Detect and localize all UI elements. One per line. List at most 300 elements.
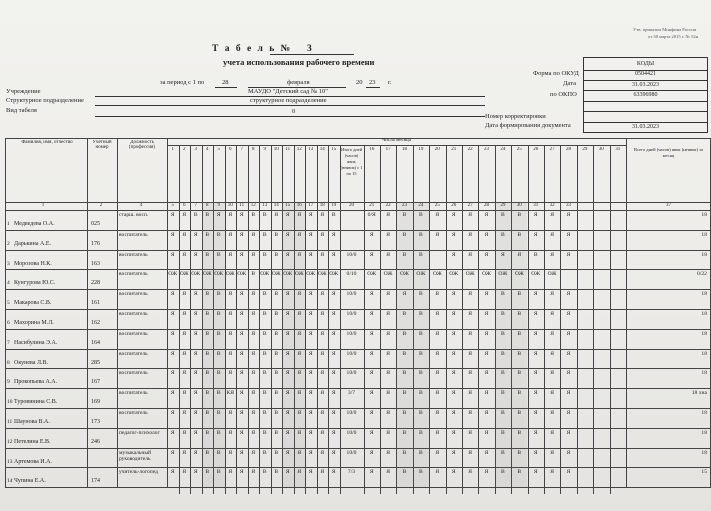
day-mark: Я xyxy=(451,231,456,238)
header-days-of-month: Числа месяца xyxy=(381,138,411,143)
day-mark: Я xyxy=(193,429,198,436)
day-mark: Я xyxy=(550,350,554,357)
day-mark: Я xyxy=(182,212,187,218)
day-mark: Я xyxy=(369,410,374,416)
day-mark: Я xyxy=(251,311,256,317)
day-mark: В xyxy=(419,212,423,218)
day-mark: В xyxy=(419,410,423,416)
day-mark: Я xyxy=(435,212,440,218)
day-mark: В xyxy=(262,390,267,397)
header-position: Должность (профессия) xyxy=(128,140,155,150)
day-mark: Я xyxy=(484,370,489,377)
day-mark: Я xyxy=(251,429,256,436)
day-mark: Я xyxy=(308,251,313,258)
day-mark: Я xyxy=(228,350,233,357)
day-mark: Я xyxy=(193,311,198,317)
institution-value: МАУДО "Детский сад № 10" xyxy=(248,88,328,95)
grid-vline xyxy=(462,145,463,494)
day-mark: Я xyxy=(308,330,313,337)
day-mark: Я xyxy=(386,311,390,317)
day-mark: В xyxy=(501,390,505,397)
day-mark: В xyxy=(517,231,522,238)
grid-hline xyxy=(5,269,711,270)
col-number: 37 xyxy=(665,203,671,208)
grid-hline xyxy=(5,250,711,251)
month-total: 18 xyxy=(701,311,707,317)
day-mark: Я xyxy=(369,350,374,357)
row-number: 8 xyxy=(7,359,10,366)
day-mark: Я xyxy=(484,410,489,416)
day-mark: В xyxy=(274,429,279,436)
day-mark: Я xyxy=(550,212,554,218)
day-mark: В xyxy=(501,212,505,218)
employee-position: воспитатель xyxy=(119,410,148,416)
day-mark: Я xyxy=(468,311,472,317)
day-mark: Я xyxy=(193,449,198,456)
day-mark: Я xyxy=(239,291,244,298)
employee-tab-no: 161 xyxy=(91,300,100,307)
day-mark: Я xyxy=(468,449,472,456)
row-number: 10 xyxy=(7,399,13,406)
col-number: 6 xyxy=(183,203,186,208)
day-mark: В xyxy=(402,350,407,357)
grid-hline xyxy=(5,349,711,350)
month-total: 18 xyxy=(701,350,707,357)
day-mark: Я xyxy=(297,251,302,258)
day-mark: Я xyxy=(484,311,489,317)
day-mark: В xyxy=(419,251,423,258)
day-header: 20 xyxy=(434,147,440,152)
day-mark: Я xyxy=(566,410,571,416)
day-mark: Я xyxy=(251,390,256,397)
day-mark: В xyxy=(419,330,423,337)
day-mark: Я xyxy=(228,251,233,258)
col-number: 4 xyxy=(139,203,143,208)
day-mark: В xyxy=(517,370,522,377)
day-mark: Я xyxy=(484,350,489,357)
day-mark: В xyxy=(402,370,407,377)
period-year: 23 xyxy=(369,79,376,86)
day-mark: Я xyxy=(285,291,290,298)
day-mark: Я xyxy=(297,370,302,377)
day-mark: В xyxy=(262,330,267,337)
day-mark: Я xyxy=(435,231,440,238)
day-mark: В xyxy=(402,410,407,416)
day-mark: Я xyxy=(386,429,390,436)
day-mark: Я xyxy=(320,449,325,456)
day-mark: Я xyxy=(320,212,325,218)
row-number: 4 xyxy=(7,280,10,287)
day-mark: Я xyxy=(297,469,302,476)
day-mark: В xyxy=(205,251,210,258)
day-header: 14 xyxy=(319,147,325,152)
employee-name: Махорина М.Л. xyxy=(14,320,54,326)
day-mark: В xyxy=(274,350,279,357)
month-total: 18 xyxy=(701,291,707,298)
day-mark: Я xyxy=(331,231,336,238)
department-value: структурное подразделение xyxy=(250,97,327,104)
day-mark: Я xyxy=(182,251,187,258)
day-header: 9 xyxy=(263,147,266,152)
day-mark: Я xyxy=(331,291,336,298)
row-number: 7 xyxy=(7,339,10,346)
grid-vline xyxy=(305,145,306,494)
day-mark: Я xyxy=(251,449,256,456)
grid-vline xyxy=(225,145,226,494)
day-mark: Я xyxy=(251,251,256,258)
day-mark: Я xyxy=(566,212,571,218)
day-mark: Я xyxy=(566,429,571,436)
half-total: 10/0 xyxy=(346,330,357,337)
approval-note-line2: от 30 марта 2015 г. № 52н xyxy=(648,34,699,39)
day-mark: В xyxy=(262,449,267,456)
day-mark: Я xyxy=(533,410,538,416)
day-mark: В xyxy=(517,291,522,298)
employee-tab-no: 162 xyxy=(91,320,100,326)
col-number: 5 xyxy=(171,203,174,208)
half-total: 7/3 xyxy=(347,469,356,476)
day-mark: В xyxy=(501,429,505,436)
day-mark: Я xyxy=(550,370,554,377)
grid-vline xyxy=(87,138,88,487)
day-mark: Я xyxy=(308,350,313,357)
employee-tab-no: 176 xyxy=(91,240,100,247)
day-mark: Я xyxy=(182,469,187,476)
col-number: 17 xyxy=(308,203,314,208)
day-mark: 0/Я xyxy=(367,212,376,218)
day-mark: В xyxy=(274,390,279,397)
col-number: 13 xyxy=(262,203,268,208)
document-subtitle: учета использования рабочего времени xyxy=(223,57,375,67)
day-mark: Я xyxy=(451,370,456,377)
grid-vline xyxy=(190,145,191,494)
day-mark: Я xyxy=(369,251,374,258)
day-mark: Я xyxy=(533,370,538,377)
employee-name: Петелина Е.В. xyxy=(14,438,51,445)
grid-hline xyxy=(5,408,711,409)
day-mark: Я xyxy=(451,429,456,436)
grid-hline xyxy=(5,210,711,211)
codes-box xyxy=(583,57,706,131)
day-mark: ОЖ xyxy=(329,271,339,278)
day-mark: В xyxy=(205,469,210,476)
day-mark: ОЖ xyxy=(271,271,281,278)
period-month: февраля xyxy=(287,79,310,86)
day-mark: В xyxy=(262,311,267,317)
day-mark: В xyxy=(517,449,522,456)
day-mark: В xyxy=(402,449,407,456)
day-mark: Я xyxy=(193,410,198,416)
day-mark: В xyxy=(216,311,221,317)
employee-position: воспитатель xyxy=(119,271,148,278)
department-label: Структурное подразделение xyxy=(6,97,84,104)
day-mark: Я xyxy=(468,350,472,357)
approval-note-line1: Утв. приказом Минфина России xyxy=(633,27,697,32)
day-mark: Я xyxy=(170,251,175,258)
day-header: 10 xyxy=(273,147,279,152)
day-mark: Я xyxy=(550,231,554,238)
day-mark: В xyxy=(274,449,279,456)
employee-tab-no: 164 xyxy=(91,339,100,346)
day-mark: Я xyxy=(193,251,198,258)
day-mark: В xyxy=(517,469,522,476)
employee-position: воспитатель xyxy=(119,330,148,337)
day-mark: Я xyxy=(566,311,571,317)
row-number: 11 xyxy=(7,419,13,425)
day-mark: Я xyxy=(170,449,175,456)
period-suffix: г. xyxy=(388,79,392,86)
day-mark: Я xyxy=(193,291,198,298)
day-mark: Я xyxy=(533,390,538,397)
day-mark: В xyxy=(193,212,198,218)
day-mark: Я xyxy=(386,291,390,298)
col-number: 1 xyxy=(41,203,45,208)
day-mark: В xyxy=(501,410,505,416)
employee-tab-no: 173 xyxy=(91,419,100,425)
day-header: 19 xyxy=(418,147,424,152)
month-total: 18 xyxy=(701,429,707,436)
day-mark: Я xyxy=(468,251,472,258)
day-mark: Я xyxy=(170,390,175,397)
grid-hline xyxy=(5,428,711,429)
day-mark: ОЖ xyxy=(179,271,189,278)
day-mark: В xyxy=(402,231,407,238)
day-mark: Я xyxy=(566,390,571,397)
col-number: 18 xyxy=(319,203,325,208)
day-mark: Я xyxy=(297,410,302,416)
day-mark: В xyxy=(205,291,210,298)
col-number: 12 xyxy=(250,203,256,208)
day-mark: В xyxy=(517,350,522,357)
day-mark: Я xyxy=(170,311,175,317)
day-header: 31 xyxy=(615,147,621,152)
day-mark: Я xyxy=(468,330,472,337)
day-mark: Я xyxy=(239,449,244,456)
half-total: 10/0 xyxy=(346,291,357,298)
day-mark: Я xyxy=(550,449,554,456)
day-mark: Я xyxy=(239,350,244,357)
day-mark: Я xyxy=(451,449,456,456)
day-mark: ОЖ xyxy=(225,271,235,278)
day-mark: В xyxy=(274,251,279,258)
type-underline xyxy=(95,116,485,117)
col-number: 15 xyxy=(285,203,291,208)
day-mark: Я xyxy=(182,410,187,416)
day-mark: Я xyxy=(566,469,571,476)
day-header: 4 xyxy=(206,147,209,152)
day-mark: Я xyxy=(386,350,390,357)
day-mark: Я xyxy=(484,291,489,298)
day-header: 6 xyxy=(229,147,232,152)
half-total: 10/0 xyxy=(346,449,357,456)
day-mark: Я xyxy=(285,231,290,238)
row-number: 14 xyxy=(7,478,13,485)
grid-vline xyxy=(446,145,447,494)
period-year-prefix: 20 xyxy=(356,79,363,86)
grid-vline xyxy=(340,145,341,494)
day-mark: Я xyxy=(484,212,489,218)
month-total: 18 xyxy=(701,251,707,258)
employee-tab-no: 285 xyxy=(91,359,100,366)
day-mark: В xyxy=(435,291,440,298)
grid-hline xyxy=(5,448,711,449)
grid-vline xyxy=(317,145,318,494)
day-mark: Я xyxy=(435,330,440,337)
col-number: 10 xyxy=(227,203,233,208)
day-mark: ОЖ xyxy=(168,271,178,278)
half-total: 10/0 xyxy=(346,370,357,377)
employee-name: Насибулина Э.А. xyxy=(14,339,58,346)
grid-hline xyxy=(5,289,711,290)
day-mark: Я xyxy=(285,350,290,357)
day-mark: Я xyxy=(566,251,571,258)
day-mark: Я xyxy=(239,429,244,436)
day-mark: Я xyxy=(331,429,336,436)
day-mark: Я xyxy=(239,231,244,238)
day-mark: Я xyxy=(170,291,175,298)
day-mark: Я xyxy=(533,231,538,238)
day-mark: Я xyxy=(308,212,313,218)
day-mark: Я xyxy=(320,350,325,357)
day-mark: ОЖ xyxy=(191,271,201,278)
day-mark: Я xyxy=(468,390,472,397)
day-mark: В xyxy=(216,469,221,476)
day-mark: Я xyxy=(193,469,198,476)
day-mark: В xyxy=(216,449,221,456)
day-mark: Я xyxy=(308,231,313,238)
row-number: 5 xyxy=(7,300,10,307)
day-mark: В xyxy=(216,410,221,416)
day-mark: Я xyxy=(386,212,390,218)
col-number: 26 xyxy=(451,203,457,208)
day-mark: ОЖ xyxy=(214,271,224,278)
employee-tab-no: 246 xyxy=(91,438,100,445)
day-mark: ОЖ xyxy=(432,271,442,278)
day-mark: В xyxy=(205,429,210,436)
day-mark: Я xyxy=(451,291,456,298)
employee-name: Кунгурова Ю.С. xyxy=(14,280,56,287)
day-mark: Я xyxy=(566,231,571,238)
day-mark: В xyxy=(517,410,522,416)
day-mark: Я xyxy=(533,311,538,317)
employee-name: Прокопьева А.А. xyxy=(14,379,58,386)
day-mark: Я xyxy=(550,291,554,298)
code-value: 0504421 xyxy=(583,69,708,81)
day-mark: Я xyxy=(228,410,233,416)
day-mark: В xyxy=(331,212,336,218)
col-number: 7 xyxy=(194,203,197,208)
col-number: 21 xyxy=(369,203,375,208)
col-number: 29 xyxy=(500,203,506,208)
day-mark: Я xyxy=(182,350,187,357)
day-mark: Я xyxy=(239,410,244,416)
day-mark: Я xyxy=(182,231,187,238)
day-mark: В xyxy=(419,350,423,357)
day-header: 26 xyxy=(533,147,539,152)
col-number: 19 xyxy=(331,203,337,208)
day-mark: Я xyxy=(308,469,313,476)
date-label: Дата xyxy=(563,80,576,87)
grid-hline xyxy=(5,388,711,389)
day-mark: Я xyxy=(193,370,198,377)
employee-position: воспитатель xyxy=(119,251,148,258)
day-mark: В xyxy=(205,212,210,218)
day-mark: Я xyxy=(285,311,290,317)
day-mark: В xyxy=(262,291,267,298)
day-mark: В xyxy=(402,251,407,258)
col-number: 23 xyxy=(401,203,407,208)
day-mark: Я xyxy=(386,330,390,337)
weekend-column-shade xyxy=(396,202,412,487)
grid-vline xyxy=(577,145,578,494)
col-number: 32 xyxy=(549,203,555,208)
correction-label: Номер корректировки xyxy=(485,113,546,120)
day-mark: Я xyxy=(228,370,233,377)
half-total: 0/10 xyxy=(346,271,357,278)
day-mark: В xyxy=(501,231,505,238)
day-mark: Я xyxy=(435,311,440,317)
day-mark: Я xyxy=(320,231,325,238)
col-number: 14 xyxy=(273,203,279,208)
day-mark: В xyxy=(517,212,522,218)
day-mark: Я xyxy=(239,311,244,317)
col-number: 25 xyxy=(434,203,440,208)
day-mark: Я xyxy=(170,350,175,357)
day-mark: В xyxy=(419,311,423,317)
day-mark: ОЖ xyxy=(514,271,524,278)
day-mark: Я xyxy=(566,350,571,357)
day-mark: ОЖ xyxy=(317,271,327,278)
period-year-underline xyxy=(366,87,380,88)
day-mark: Я xyxy=(308,370,313,377)
row-number: 3 xyxy=(7,260,10,267)
day-mark: Я xyxy=(402,291,407,298)
day-mark: Я xyxy=(239,469,244,476)
day-mark: В xyxy=(419,231,423,238)
day-header: 8 xyxy=(252,147,255,152)
day-mark: В xyxy=(274,311,279,317)
day-mark: Я xyxy=(251,291,256,298)
day-mark: Я xyxy=(533,291,538,298)
day-mark: Я xyxy=(297,311,302,317)
employee-name: Медведева О.А. xyxy=(14,221,55,227)
day-header: 12 xyxy=(296,147,302,152)
document-title: Т а б е л ь № xyxy=(212,44,293,54)
institution-label: Учреждение xyxy=(6,88,41,95)
day-header: 30 xyxy=(598,147,604,152)
day-mark: В xyxy=(216,330,221,337)
day-mark: Я xyxy=(251,350,256,357)
day-mark: В xyxy=(274,469,279,476)
day-mark: В xyxy=(205,311,210,317)
day-mark: В xyxy=(402,429,407,436)
grid-vline xyxy=(364,145,365,494)
day-mark: В xyxy=(216,350,221,357)
day-mark: Я xyxy=(533,469,538,476)
day-mark: ОЖ xyxy=(498,271,508,278)
day-mark: ОЖ xyxy=(383,271,393,278)
day-mark: В xyxy=(402,469,407,476)
day-mark: Я xyxy=(451,469,456,476)
day-mark: Я xyxy=(193,390,198,397)
day-mark: Я xyxy=(251,370,256,377)
day-mark: В xyxy=(517,429,522,436)
day-mark: В xyxy=(419,370,423,377)
day-mark: Я xyxy=(274,212,279,218)
day-header: 5 xyxy=(217,147,220,152)
day-mark: ОЖ xyxy=(547,271,557,278)
day-mark: Я xyxy=(533,212,538,218)
